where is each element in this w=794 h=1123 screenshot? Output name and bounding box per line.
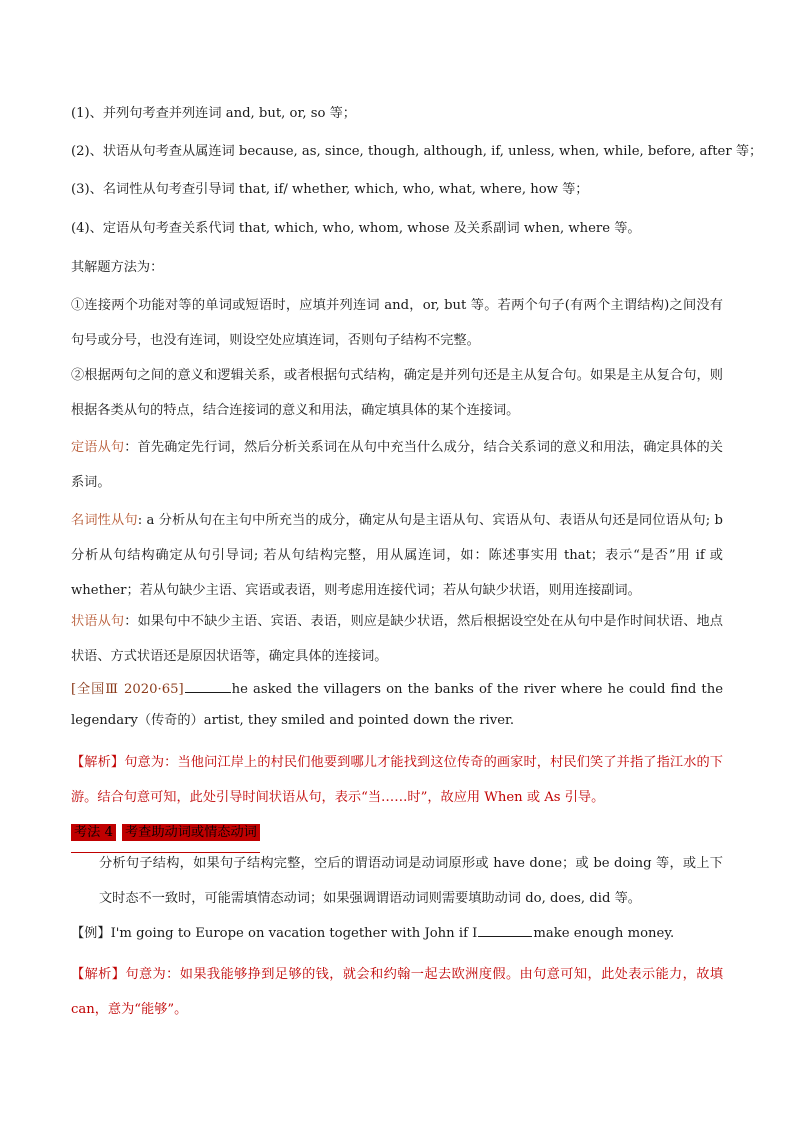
example-1-text: he asked the villagers on the banks of the river where he could find the legendary（传奇的）artist, they smiled and pointed down the river. xyxy=(71,682,723,728)
analysis-1 xyxy=(71,745,723,815)
example-1-blank xyxy=(185,680,231,693)
nominal-clause-paragraph xyxy=(71,503,723,608)
analysis-2 xyxy=(71,957,723,1027)
example-1-source: [全国Ⅲ 2020·65] xyxy=(71,682,184,697)
example-2 xyxy=(71,916,723,952)
adverbial-clause-text: ：如果句中不缺少主语、宾语、表语，则应是缺少状语，然后根据设空处在从句中是作时间状语、地点状语、方式状语还是原因状语等，确定具体的连接词。 xyxy=(71,614,723,664)
nominal-conjunction-line: (3)、名词性从句考查引导词 that, if/ whether, which, who, what, where, how 等； xyxy=(71,182,589,197)
nominal-clause-label: 名词性从句 xyxy=(71,513,138,528)
nominal-clause-text: : a 分析从句在主句中所充当的成分，确定从句是主语从句、宾语从句、表语从句还是同位语从句; b 分析从句结构确定从句引导词; 若从句结构完整，用从属连词，如：陈述事实用 that；表示“是否”用 if 或 whether；若从句缺少主语、宾语或表语，则考虑用连接代词；若从句缺少状语，则用连接副词。 xyxy=(71,513,724,598)
example-2-text-after: make enough money. xyxy=(533,926,675,941)
analysis-1-label: 【解析】 xyxy=(71,755,125,770)
attributive-clause-paragraph xyxy=(71,430,723,500)
method-point-2: ②根据两句之间的意义和逻辑关系，或者根据句式结构，确定是并列句还是主从复合句。如果是主从复合句，则根据各类从句的特点，结合连接词的意义和用法，确定填具体的某个连接词。 xyxy=(71,368,723,418)
adverbial-clause-paragraph xyxy=(71,604,723,674)
analysis-2-text: 句意为：如果我能够挣到足够的钱，就会和约翰一起去欧洲度假。由句意可知，此处表示能力，故填 can，意为“能够”。 xyxy=(71,967,724,1017)
attributive-clause-text: ：首先确定先行词，然后分析关系词在从句中充当什么成分，结合关系词的意义和用法，确定具体的关系词。 xyxy=(71,440,723,490)
method-heading: 其解题方法为： xyxy=(71,260,164,275)
attributive-clause-label: 定语从句 xyxy=(71,440,125,455)
example-2-blank xyxy=(478,924,532,937)
example-2-text-before: I'm going to Europe on vacation together with John if I xyxy=(110,926,478,941)
section-title: 考查助动词或情态动词 xyxy=(122,824,260,841)
adverbial-conjunction-line: (2)、状语从句考查从属连词 because, as, since, though, although, if, unless, when, while, before, after 等； xyxy=(71,144,763,159)
adverbial-clause-label: 状语从句 xyxy=(71,614,125,629)
example-2-label: 【例】 xyxy=(71,926,111,941)
method-point-1: ①连接两个功能对等的单词或短语时，应填并列连词 and，or, but 等。若两个句子(有两个主谓结构)之间没有句号或分号，也没有连词，则设空处应填连词，否则句子结构不完整。 xyxy=(71,298,723,348)
example-1 xyxy=(71,674,723,736)
coordinating-conjunction-line: (1)、并列句考查并列连词 and, but, or, so 等； xyxy=(71,106,356,121)
section-body: 分析句子结构，如果句子结构完整，空后的谓语动词是动词原形或 have done；或 be doing 等，或上下文时态不一致时，可能需填情态动词；如果强调谓语动词则需要填助动词 do, does, did 等。 xyxy=(99,856,723,906)
relative-conjunction-line: (4)、定语从句考查关系代词 that, which, who, whom, whose 及关系副词 when, where 等。 xyxy=(71,221,641,236)
analysis-2-label: 【解析】 xyxy=(71,967,126,982)
analysis-1-text: 句意为：当他问江岸上的村民们他要到哪儿才能找到这位传奇的画家时，村民们笑了并指了指江水的下游。结合句意可知，此处引导时间状语从句，表示“当……时”，故应用 When 或 As 引导。 xyxy=(71,755,723,805)
section-tag: 考法 4 xyxy=(71,824,116,841)
